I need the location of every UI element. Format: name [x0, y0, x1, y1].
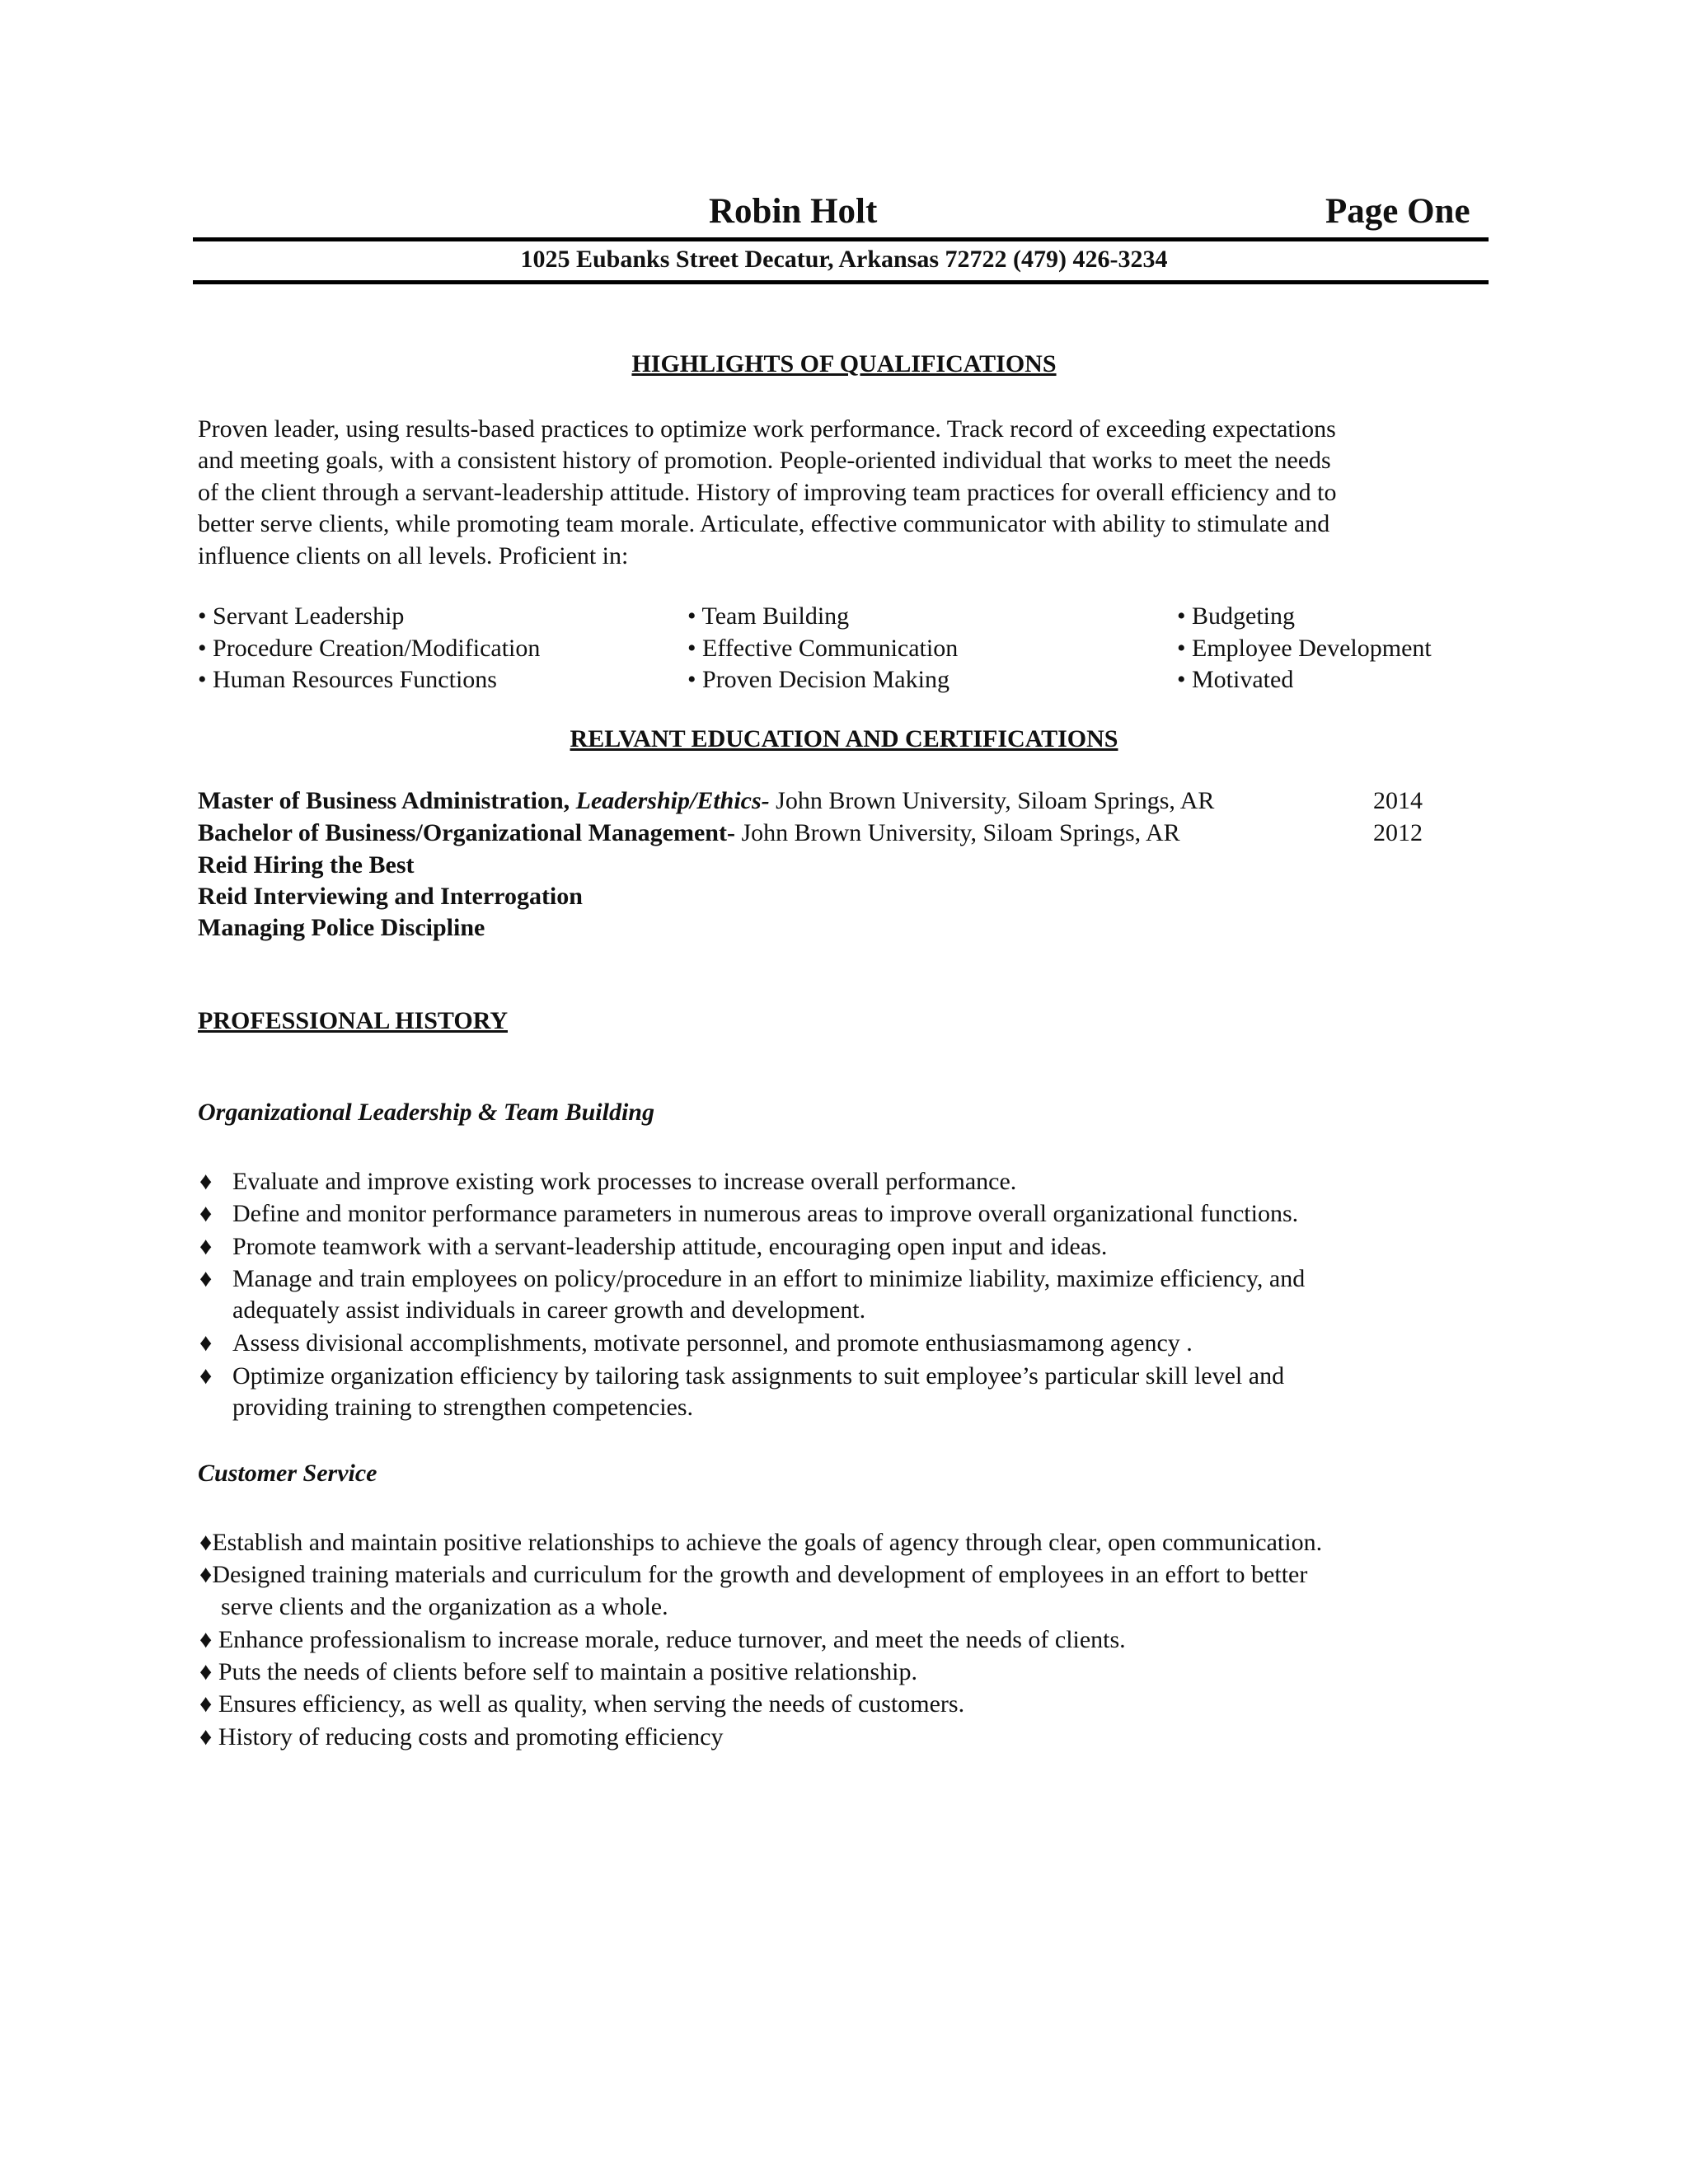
- diamond-bullet-icon: ♦: [199, 1690, 213, 1718]
- highlights-line: influence clients on all levels. Proficient in:: [198, 541, 629, 569]
- education-bba: [198, 819, 1180, 847]
- customer-service-heading: Customer Service: [198, 1460, 377, 1487]
- org-leadership-heading: Organizational Leadership & Team Building: [198, 1099, 654, 1126]
- list-item: ♦ Evaluate and improve existing work processes to increase overall performance.: [199, 1166, 1016, 1198]
- list-item: ♦Designed training materials and curriculum for the growth and development of employees in an effort to better: [199, 1561, 1308, 1588]
- list-item: ♦ Optimize organization efficiency by tailoring task assignments to suit employee’s particular skill level and: [199, 1361, 1284, 1393]
- education-heading: RELVANT EDUCATION AND CERTIFICATIONS: [570, 725, 1118, 752]
- diamond-bullet-icon: ♦: [199, 1561, 213, 1588]
- diamond-bullet-icon: ♦: [199, 1265, 213, 1292]
- skill-item: • Budgeting: [1177, 602, 1295, 630]
- skills-column-1: [198, 601, 540, 696]
- diamond-bullet-icon: ♦: [199, 1233, 213, 1260]
- skill-item: • Procedure Creation/Modification: [198, 634, 541, 662]
- diamond-bullet-icon: ♦: [199, 1168, 213, 1195]
- history-heading: PROFESSIONAL HISTORY: [198, 1007, 508, 1034]
- mba-school: John Brown University, Siloam Springs, AR: [769, 787, 1215, 814]
- list-item: ♦ Assess divisional accomplishments, motivate personnel, and promote enthusiasmamong agency .: [199, 1328, 1193, 1360]
- resume-name: Robin Holt: [709, 192, 878, 231]
- bba-degree: Bachelor of Business/Organizational Management-: [198, 819, 735, 846]
- diamond-bullet-icon: ♦: [199, 1626, 213, 1653]
- highlights-paragraph: [198, 414, 1484, 572]
- list-item: ♦Establish and maintain positive relationships to achieve the goals of agency through clear, open communication.: [199, 1529, 1323, 1556]
- highlights-line: and meeting goals, with a consistent history of promotion. People-oriented individual that works to meet the needs: [198, 447, 1331, 475]
- list-item: ♦ Ensures efficiency, as well as quality, when serving the needs of customers.: [199, 1690, 965, 1718]
- list-item: ♦ Puts the needs of clients before self to maintain a positive relationship.: [199, 1658, 917, 1685]
- education-mba: [198, 787, 1214, 815]
- skill-item: • Servant Leadership: [198, 602, 405, 630]
- list-item-continuation: providing training to strengthen competencies.: [232, 1394, 694, 1421]
- highlights-heading: HIGHLIGHTS OF QUALIFICATIONS: [631, 350, 1057, 377]
- bba-school: John Brown University, Siloam Springs, AR: [734, 819, 1180, 846]
- diamond-bullet-icon: ♦: [199, 1329, 213, 1357]
- skill-item: • Effective Communication: [687, 634, 959, 662]
- skill-item: • Motivated: [1177, 666, 1294, 693]
- diamond-bullet-icon: ♦: [199, 1658, 213, 1685]
- list-item: ♦ Define and monitor performance parameters in numerous areas to improve overall organizational functions.: [199, 1198, 1298, 1230]
- list-item: ♦ History of reducing costs and promoting efficiency: [199, 1723, 724, 1750]
- certification-item: Reid Interviewing and Interrogation: [198, 883, 583, 910]
- highlights-line: Proven leader, using results-based practices to optimize work performance. Track record of exceeding expectations: [198, 415, 1336, 443]
- certification-item: Managing Police Discipline: [198, 914, 485, 941]
- skill-item: • Proven Decision Making: [687, 666, 950, 693]
- list-item: ♦ Manage and train employees on policy/procedure in an effort to minimize liability, maximize efficiency, and: [199, 1263, 1305, 1296]
- diamond-bullet-icon: ♦: [199, 1723, 213, 1750]
- skill-item: • Team Building: [687, 602, 850, 630]
- skill-item: • Employee Development: [1177, 634, 1432, 662]
- highlights-line: of the client through a servant-leadership attitude. History of improving team practices for overall efficiency and to: [198, 478, 1337, 506]
- contact-line: 1025 Eubanks Street Decatur, Arkansas 72722 (479) 426-3234: [520, 246, 1168, 273]
- skills-column-2: [687, 601, 958, 696]
- mba-year: 2014: [1373, 787, 1423, 814]
- mba-focus: Leadership/Ethics-: [575, 787, 770, 814]
- list-item-continuation: adequately assist individuals in career growth and development.: [232, 1296, 866, 1324]
- header-rule-top: [193, 237, 1489, 241]
- certification-item: Reid Hiring the Best: [198, 851, 415, 879]
- bba-year: 2012: [1373, 819, 1423, 846]
- skills-column-3: [1177, 601, 1432, 696]
- list-item: ♦ Enhance professionalism to increase morale, reduce turnover, and meet the needs of clients.: [199, 1626, 1126, 1653]
- header-rule-bottom: [193, 280, 1489, 284]
- page-label: Page One: [1325, 192, 1470, 231]
- list-item: ♦ Promote teamwork with a servant-leadership attitude, encouraging open input and ideas.: [199, 1231, 1107, 1263]
- diamond-bullet-icon: ♦: [199, 1362, 213, 1390]
- list-item-continuation: serve clients and the organization as a whole.: [221, 1593, 668, 1620]
- diamond-bullet-icon: ♦: [199, 1200, 213, 1227]
- mba-degree: Master of Business Administration,: [198, 787, 570, 814]
- skill-item: • Human Resources Functions: [198, 666, 497, 693]
- diamond-bullet-icon: ♦: [199, 1529, 213, 1556]
- highlights-line: better serve clients, while promoting team morale. Articulate, effective communicator with ability to stimulate and: [198, 510, 1330, 538]
